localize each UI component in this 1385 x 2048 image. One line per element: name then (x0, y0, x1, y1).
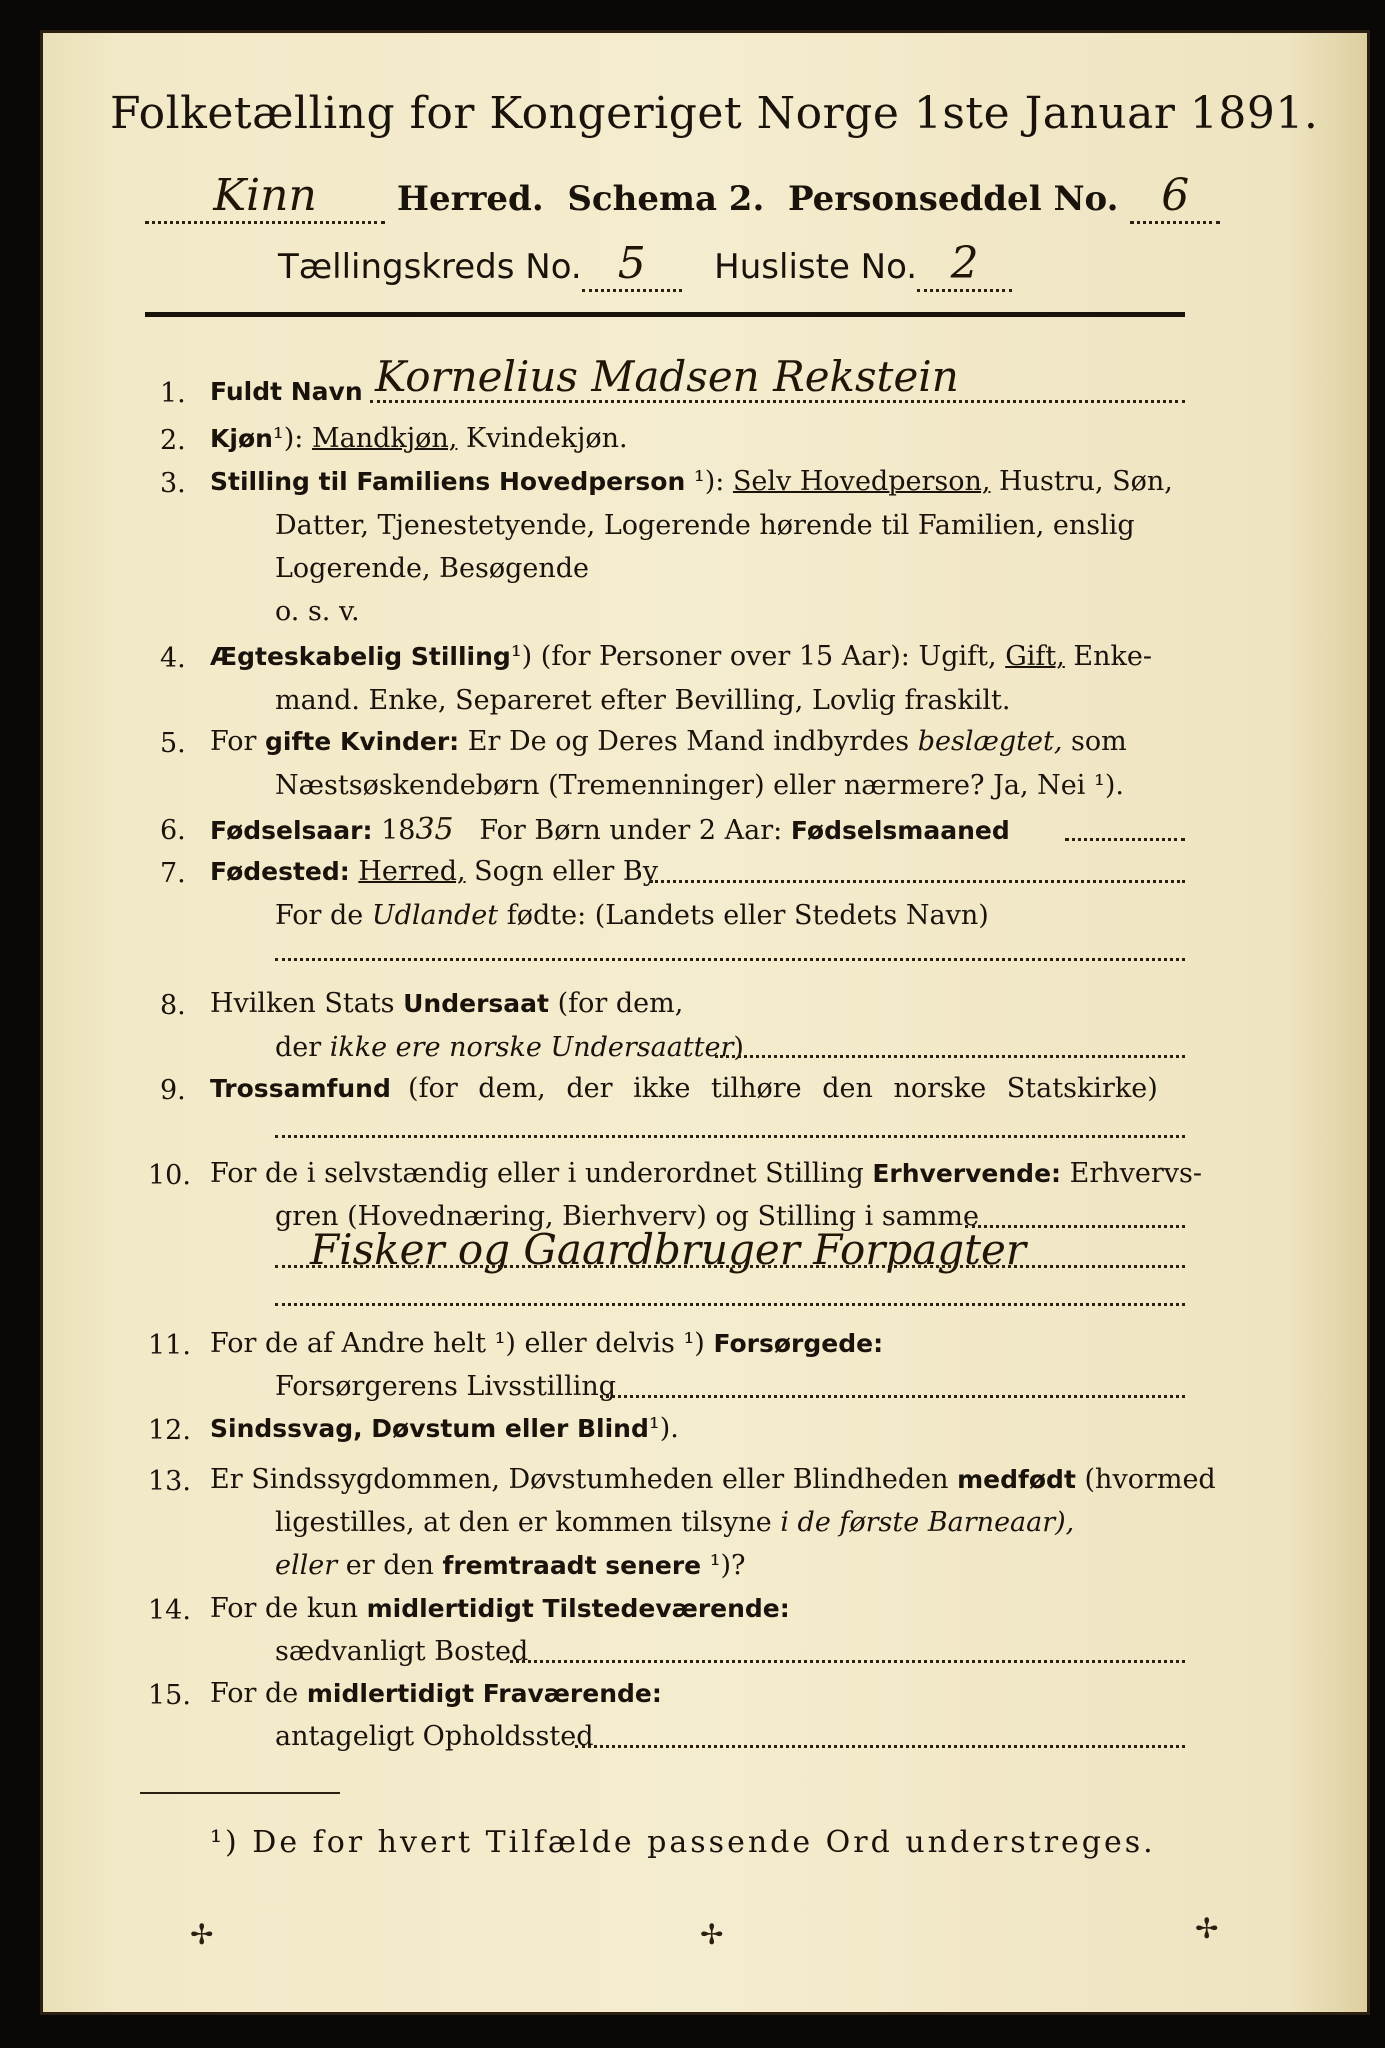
herred-label: Herred. (396, 179, 544, 219)
item-12-line: Sindssvag, Døvstum eller Blind¹). (210, 1413, 679, 1444)
item-11-line-2: Forsørgerens Livsstilling (275, 1371, 617, 1402)
personseddel-value: 6 (1130, 170, 1220, 224)
item-10-line-1: For de i selvstændig eller i underordnet Stilling Erhvervende: Erhvervs- (210, 1158, 1203, 1189)
item-14-number: 14. (148, 1595, 191, 1626)
item-4-line-1: Ægteskabelig Stilling¹) (for Personer over 15 Aar): Ugift, Gift, Enke- (210, 641, 1152, 672)
item-6-dotline (1065, 838, 1185, 841)
item-14-line-2: sædvanligt Bosted (275, 1636, 529, 1667)
item-13-number: 13. (148, 1466, 191, 1497)
item-1-value: Kornelius Madsen Rekstein (375, 352, 959, 401)
item-9-number: 9. (160, 1075, 186, 1106)
item-10-value: Fisker og Gaardbruger Forpagter (310, 1225, 1026, 1274)
item-7-selected: Herred, (358, 856, 466, 887)
item-7-number: 7. (160, 858, 186, 889)
item-11-dotline (600, 1395, 1185, 1398)
item-7-answer-line (275, 958, 1185, 961)
item-10-number: 10. (148, 1160, 191, 1191)
registration-mark-center: ✢ (700, 1918, 724, 1951)
item-7-dotline (650, 880, 1185, 883)
herred-value: Kinn (145, 170, 385, 224)
kreds-line (278, 238, 1012, 292)
item-3-line-3: Logerende, Besøgende (275, 553, 589, 584)
item-2-number: 2. (160, 425, 186, 456)
item-9-line: Trossamfund (for dem, der ikke tilhøre den norske Statskirke) (210, 1073, 1158, 1104)
item-1-dotline (370, 400, 1185, 403)
item-15-line-2: antageligt Opholdssted (275, 1721, 594, 1752)
personseddel-label: Personseddel No. (788, 179, 1119, 219)
item-5-line-1: For gifte Kvinder: Er De og Deres Mand indbyrdes beslægtet, som (210, 726, 1127, 757)
item-6-number: 6. (160, 815, 186, 846)
item-14-dotline (510, 1660, 1185, 1663)
item-2-line: Kjøn¹): Mandkjøn, Kvindekjøn. (210, 423, 628, 454)
item-4-line-2: mand. Enke, Separeret efter Bevilling, Lovlig fraskilt. (275, 685, 1011, 716)
kreds-label: Tællingskreds No. (278, 247, 582, 287)
item-1-number: 1. (160, 378, 186, 409)
header-rule (145, 312, 1185, 317)
item-15-line-1: For de midlertidigt Fraværende: (210, 1678, 662, 1709)
item-15-dotline (575, 1745, 1185, 1748)
item-13-line-2: ligestilles, at den er kommen tilsyne i de første Barneaar), (275, 1507, 1075, 1538)
husliste-value: 2 (917, 238, 1012, 292)
footnote: ¹) De for hvert Tilfælde passende Ord understreges. (210, 1825, 1156, 1860)
item-12-number: 12. (148, 1415, 191, 1446)
item-6-line: Fødselsaar: 1835 For Børn under 2 Aar: Fødselsmaaned (210, 812, 1010, 847)
item-1-label: Fuldt Navn (210, 377, 363, 406)
item-3-line-2: Datter, Tjenestetyende, Logerende hørende til Familien, enslig (275, 510, 1135, 541)
item-3-number: 3. (160, 468, 186, 499)
item-2-selected: Mandkjøn, (311, 423, 458, 454)
item-8-number: 8. (160, 990, 186, 1021)
item-5-line-2: Næstsøskendebørn (Tremenninger) eller nærmere? Ja, Nei ¹). (275, 770, 1124, 801)
item-10-answer-line (275, 1265, 1185, 1268)
item-15-number: 15. (148, 1680, 191, 1711)
item-8-line-2: der ikke ere norske Undersaatter) (275, 1032, 744, 1063)
registration-mark-right: ✢ (1195, 1912, 1219, 1945)
item-11-number: 11. (148, 1330, 191, 1361)
item-13-line-1: Er Sindssygdommen, Døvstumheden eller Blindheden medfødt (hvormed (210, 1464, 1216, 1495)
item-8-dotline (715, 1055, 1185, 1058)
kreds-value: 5 (582, 238, 682, 292)
item-4-selected: Gift, (1005, 641, 1065, 672)
item-5-number: 5. (160, 728, 186, 759)
herred-line (145, 170, 1220, 224)
item-7-line-2: For de Udlandet fødte: (Landets eller Stedets Navn) (275, 900, 989, 931)
form-title: Folketælling for Kongeriget Norge 1ste Januar 1891. (110, 88, 1319, 139)
census-form-sheet (40, 30, 1370, 2015)
husliste-label: Husliste No. (714, 247, 918, 287)
registration-mark-left: ✢ (190, 1918, 214, 1951)
item-3-line-1: Stilling til Familiens Hovedperson ¹): Selv Hovedperson, Hustru, Søn, (210, 466, 1173, 497)
item-10-answer-line-2 (275, 1303, 1185, 1306)
item-4-number: 4. (160, 643, 186, 674)
item-11-line-1: For de af Andre helt ¹) eller delvis ¹) Forsørgede: (210, 1328, 884, 1359)
item-3-selected: Selv Hovedperson, (732, 466, 991, 497)
item-14-line-1: For de kun midlertidigt Tilstedeværende: (210, 1593, 790, 1624)
item-3-line-4: o. s. v. (275, 596, 360, 627)
item-9-answer-line (275, 1135, 1185, 1138)
footnote-rule (140, 1792, 340, 1794)
item-6-value: 35 (415, 812, 454, 847)
schema-label: Schema 2. (567, 179, 765, 219)
item-8-line-1: Hvilken Stats Undersaat (for dem, (210, 988, 684, 1019)
item-10-line-2: gren (Hovednæring, Bierhverv) og Stilling i samme (275, 1201, 980, 1232)
item-13-line-3: eller er den fremtraadt senere ¹)? (275, 1550, 746, 1581)
item-7-line-1: Fødested: Herred, Sogn eller By (210, 856, 658, 887)
